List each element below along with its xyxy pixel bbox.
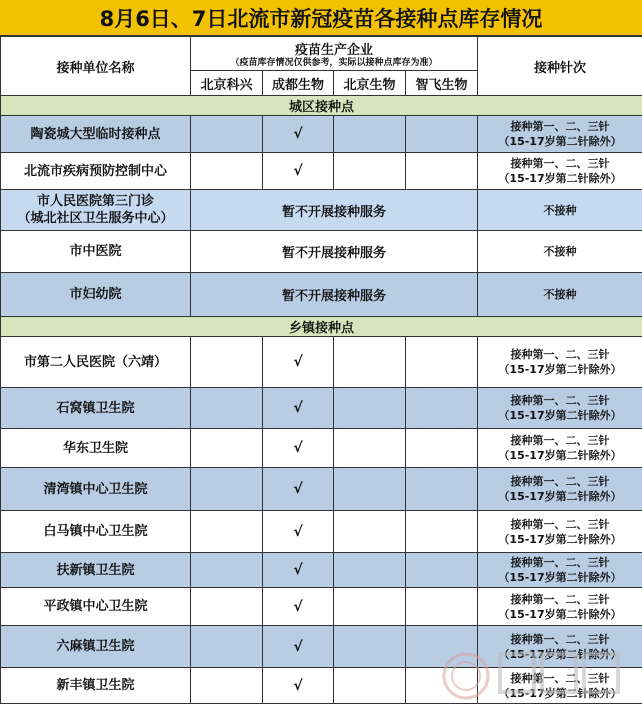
check-mark: √ — [263, 553, 334, 588]
cell-empty — [406, 588, 478, 626]
section-row — [1, 96, 642, 116]
dose-line1: 接种第一、二、三针 — [510, 157, 610, 170]
cell-empty — [334, 153, 406, 190]
dose-line1: 接种第一、二、三针 — [510, 517, 610, 531]
cell-empty — [191, 511, 263, 553]
cell-empty — [191, 116, 263, 153]
unit-name: 市中医院 — [1, 231, 191, 273]
unit-name-line1: 市人民医院第三门诊 — [36, 194, 154, 209]
unit-name: 新丰镇卫生院 — [1, 668, 191, 704]
dose-line2: （15-17岁第二针除外） — [498, 532, 622, 546]
unit-name: 清湾镇中心卫生院 — [1, 468, 191, 511]
cell-empty — [191, 553, 263, 588]
cell-empty — [406, 668, 478, 704]
header-unit: 接种单位名称 — [1, 37, 191, 96]
cell-empty — [334, 116, 406, 153]
dose-line1: 接种第一、二、三针 — [510, 475, 610, 488]
header-brand: 北京生物 — [334, 71, 406, 96]
table-row — [1, 153, 642, 190]
unit-name-line2: （城北社区卫生服务中心） — [17, 211, 174, 226]
check-mark: √ — [263, 588, 334, 626]
section-town: 乡镇接种点 — [1, 317, 642, 337]
dose-cell — [478, 553, 642, 588]
check-mark: √ — [263, 388, 334, 429]
table-row — [1, 626, 642, 668]
table-row — [1, 588, 642, 626]
table-row — [1, 273, 642, 317]
check-mark: √ — [263, 116, 334, 153]
dose-cell — [478, 388, 642, 429]
no-service: 暂不开展接种服务 — [191, 273, 478, 317]
check-mark: √ — [263, 337, 334, 388]
dose-cell — [478, 116, 642, 153]
dose-cell — [478, 626, 642, 668]
cell-empty — [334, 388, 406, 429]
cell-empty — [406, 429, 478, 468]
check-mark: √ — [263, 511, 334, 553]
cell-empty — [191, 153, 263, 190]
dose-cell — [478, 153, 642, 190]
dose-line2: （15-17岁第二针除外） — [498, 135, 622, 148]
cell-empty — [406, 116, 478, 153]
unit-name: 扶新镇卫生院 — [1, 553, 191, 588]
dose-cell — [478, 668, 642, 704]
check-mark: √ — [263, 429, 334, 468]
dose-line1: 接种第一、二、三针 — [510, 394, 610, 407]
dose-line1: 接种第一、二、三针 — [510, 120, 610, 133]
dose-cell: 不接种 — [478, 273, 642, 317]
cell-empty — [334, 588, 406, 626]
unit-name: 北流市疾病预防控制中心 — [1, 153, 191, 190]
dose-line1: 接种第一、二、三针 — [510, 348, 610, 361]
cell-empty — [191, 388, 263, 429]
cell-empty — [334, 337, 406, 388]
dose-line1: 接种第一、二、三针 — [510, 556, 610, 569]
dose-line2: （15-17岁第二针除外） — [498, 647, 622, 661]
table-row — [1, 553, 642, 588]
cell-empty — [406, 511, 478, 553]
table-row — [1, 388, 642, 429]
dose-line2: （15-17岁第二针除外） — [498, 363, 622, 376]
dose-cell — [478, 588, 642, 626]
dose-cell — [478, 511, 642, 553]
cell-empty — [191, 626, 263, 668]
dose-cell: 不接种 — [478, 231, 642, 273]
cell-empty — [191, 337, 263, 388]
dose-line2: （15-17岁第二针除外） — [498, 607, 622, 621]
table-row — [1, 116, 642, 153]
cell-empty — [334, 553, 406, 588]
header-dose: 接种针次 — [478, 37, 642, 96]
cell-empty — [334, 468, 406, 511]
header-producer — [191, 37, 478, 71]
unit-name: 平政镇中心卫生院 — [1, 588, 191, 626]
table-row — [1, 231, 642, 273]
section-urban: 城区接种点 — [1, 96, 642, 116]
dose-line1: 接种第一、二、三针 — [510, 671, 610, 685]
no-service: 暂不开展接种服务 — [191, 190, 478, 231]
unit-name: 陶瓷城大型临时接种点 — [1, 116, 191, 153]
unit-name: 华东卫生院 — [1, 429, 191, 468]
unit-name: 市妇幼院 — [1, 273, 191, 317]
inventory-table — [0, 36, 642, 704]
header-brand: 北京科兴 — [191, 71, 263, 96]
table-row — [1, 668, 642, 704]
table-row — [1, 190, 642, 231]
dose-line2: （15-17岁第二针除外） — [498, 409, 622, 422]
unit-name: 白马镇中心卫生院 — [1, 511, 191, 553]
cell-empty — [334, 511, 406, 553]
unit-name — [1, 190, 191, 231]
cell-empty — [406, 388, 478, 429]
dose-line1: 接种第一、二、三针 — [510, 592, 610, 606]
page-title: 8月6日、7日北流市新冠疫苗各接种点库存情况 — [0, 0, 642, 36]
table-row — [1, 511, 642, 553]
cell-empty — [406, 626, 478, 668]
cell-empty — [334, 668, 406, 704]
check-mark: √ — [263, 468, 334, 511]
dose-line2: （15-17岁第二针除外） — [498, 686, 622, 700]
table-row — [1, 337, 642, 388]
dose-line1: 接种第一、二、三针 — [510, 434, 610, 447]
dose-line1: 接种第一、二、三针 — [510, 632, 610, 646]
header-producer-label: 疫苗生产企业 — [295, 42, 374, 58]
cell-empty — [191, 468, 263, 511]
header-brand: 智飞生物 — [406, 71, 478, 96]
check-mark: √ — [263, 668, 334, 704]
header-brand: 成都生物 — [263, 71, 334, 96]
dose-line2: （15-17岁第二针除外） — [498, 490, 622, 503]
table-row — [1, 468, 642, 511]
section-row — [1, 317, 642, 337]
cell-empty — [191, 429, 263, 468]
header-producer-note: （疫苗库存情况仅供参考，实际以接种点库存为准） — [230, 57, 438, 68]
unit-name: 六麻镇卫生院 — [1, 626, 191, 668]
no-service: 暂不开展接种服务 — [191, 231, 478, 273]
cell-empty — [406, 153, 478, 190]
dose-line2: （15-17岁第二针除外） — [498, 172, 622, 185]
cell-empty — [334, 429, 406, 468]
dose-cell — [478, 468, 642, 511]
dose-line2: （15-17岁第二针除外） — [498, 571, 622, 584]
cell-empty — [191, 588, 263, 626]
cell-empty — [406, 468, 478, 511]
header-row — [1, 37, 642, 71]
unit-name: 市第二人民医院（六靖） — [1, 337, 191, 388]
cell-empty — [406, 337, 478, 388]
dose-cell — [478, 337, 642, 388]
check-mark: √ — [263, 153, 334, 190]
cell-empty — [334, 626, 406, 668]
cell-empty — [191, 668, 263, 704]
dose-cell — [478, 429, 642, 468]
table-row — [1, 429, 642, 468]
dose-cell: 不接种 — [478, 190, 642, 231]
dose-line2: （15-17岁第二针除外） — [498, 449, 622, 462]
cell-empty — [406, 553, 478, 588]
unit-name: 石窝镇卫生院 — [1, 388, 191, 429]
check-mark: √ — [263, 626, 334, 668]
